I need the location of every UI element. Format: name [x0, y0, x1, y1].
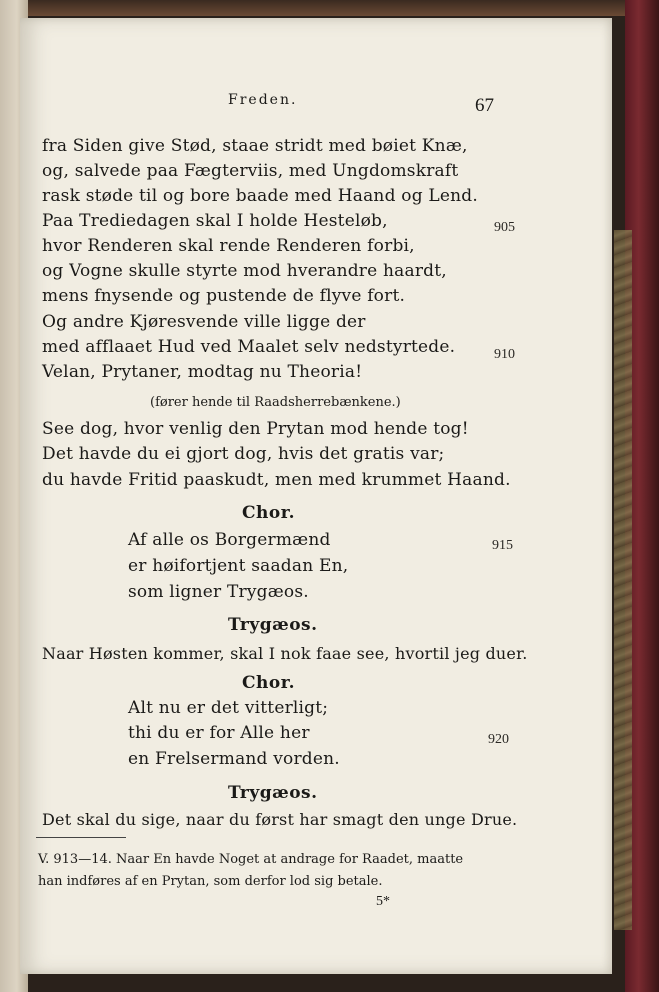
book-edge-top: [0, 0, 659, 16]
speaker-heading: Trygæos.: [228, 783, 318, 803]
verse-line: som ligner Trygæos.: [128, 582, 309, 602]
verse-line: Alt nu er det vitterligt;: [128, 698, 329, 718]
verse-line: thi du er for Alle her: [128, 723, 310, 743]
line-number: 905: [494, 220, 515, 235]
running-title: Freden.: [228, 92, 298, 108]
line-number: 920: [488, 732, 509, 747]
line-number: 915: [492, 538, 513, 553]
footnote-rule: [36, 837, 126, 838]
verse-line: er høifortjent saadan En,: [128, 556, 349, 576]
footnote-line: han indføres af en Prytan, som derfor lod sig betale.: [38, 874, 383, 889]
verse-line: Af alle os Borgermænd: [128, 530, 331, 550]
verse-line: See dog, hvor venlig den Prytan mod hende tog!: [42, 419, 469, 439]
verse-line: Det skal du sige, naar du først har smagt den unge Drue.: [42, 810, 518, 829]
verse-line: mens fnysende og pustende de flyve fort.: [42, 286, 406, 306]
verse-line: du havde Fritid paaskudt, men med krummet Haand.: [42, 470, 511, 490]
signature-mark: 5*: [376, 894, 390, 909]
footnote-line: V. 913—14. Naar En havde Noget at andrage for Raadet, maatte: [38, 852, 464, 867]
page-number: 67: [475, 95, 494, 116]
cover-cloth: [614, 230, 632, 930]
speaker-heading: Chor.: [242, 673, 296, 693]
verse-line: hvor Renderen skal rende Renderen forbi,: [42, 236, 415, 256]
verse-line: Naar Høsten kommer, skal I nok faae see, hvortil jeg duer.: [42, 644, 528, 663]
verse-line: og, salvede paa Fægterviis, med Ungdomskraft: [42, 161, 459, 181]
verse-line: fra Siden give Stød, staae stridt med bøiet Knæ,: [42, 136, 468, 156]
verse-line: med afflaaet Hud ved Maalet selv nedstyrtede.: [42, 337, 456, 357]
speaker-heading: Chor.: [242, 503, 296, 523]
verse-line: Det havde du ei gjort dog, hvis det gratis var;: [42, 444, 445, 464]
speaker-heading: Trygæos.: [228, 615, 318, 635]
book-page: [20, 18, 612, 974]
verse-line: Paa Trediedagen skal I holde Hesteløb,: [42, 211, 388, 231]
stage-direction: (fører hende til Raadsherrebænkene.): [150, 395, 401, 410]
verse-line: Velan, Prytaner, modtag nu Theoria!: [42, 362, 363, 382]
verse-line: en Frelsermand vorden.: [128, 749, 340, 769]
line-number: 910: [494, 347, 515, 362]
verse-line: rask støde til og bore baade med Haand og Lend.: [42, 186, 478, 206]
verse-line: og Vogne skulle styrte mod hverandre haardt,: [42, 261, 447, 281]
verse-line: Og andre Kjøresvende ville ligge der: [42, 312, 366, 332]
